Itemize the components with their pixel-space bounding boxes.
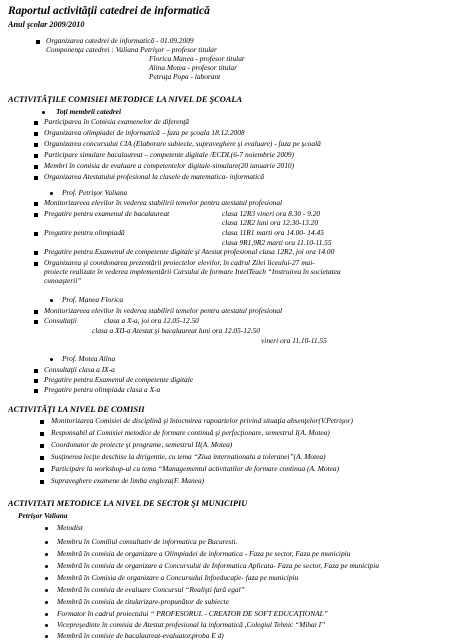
list-item: Participare simulare bacalaureat – competente digitale /ECDL(6-7 noiembrie 2009) <box>44 150 295 159</box>
bullet-square-icon <box>40 444 44 448</box>
intro-line: Alina Motea - profesor titular <box>149 63 237 72</box>
bullet-square-icon <box>34 251 38 255</box>
intro-line: Petruţa Popa - laborant <box>149 72 221 81</box>
list-item: Participarea în Comisia examenelor de diferenţă <box>44 117 189 126</box>
bullet-dot-icon <box>50 299 53 302</box>
intro-line: Organizarea catedrei de informatică - 01.09.2009 <box>46 36 194 45</box>
bullet-square-icon <box>34 121 38 125</box>
schedule-entry: clasa 9R1,9R2 marti ora 11.10-11.55 <box>222 238 332 247</box>
intro-line: Florica Manea - profesor titular <box>149 54 245 63</box>
schedule-entry: vineri ora 11.10-11.55 <box>261 336 327 345</box>
bullet-square-icon <box>40 456 44 460</box>
list-item: Pregatire pentru Examenul de competente digitale <box>44 375 194 384</box>
list-item: Metodist <box>57 523 83 532</box>
list-item: Coordonator de proiecte şi programe, semestrul II(A. Motea) <box>51 440 233 449</box>
schedule-entry: clasa 12R2 luni ora 12.30-13.20 <box>222 218 319 227</box>
list-item: Organizarea Atestatului profesional la clasele de matematica- informatică <box>44 172 265 181</box>
section-heading: ACTIVITĂŢILE COMISIEI METODICE LA NIVEL DE ŞCOALA <box>8 95 243 104</box>
bullet-dot-icon <box>45 553 48 556</box>
bullet-square-icon <box>34 379 38 383</box>
list-item-continued: cunoaşterii” <box>44 276 82 285</box>
list-item: Monitorizareea elevilor în vederea stabilirii temelor pentru atestatul profesional <box>44 306 283 315</box>
professor-name <box>62 295 123 304</box>
bullet-square-icon <box>34 262 38 266</box>
bullet-dot-icon <box>50 358 53 361</box>
section-subheading: Petrişor Valiana <box>18 511 68 520</box>
list-item: Participare la workshop-ul cu tema “Managementul activitatilor de formare continua (A. Motea) <box>51 464 340 473</box>
list-item: Vicepreşedinte în comisia de Atestat profesional la informatică ,Colegiul Tehnic “Mihai I” <box>57 620 326 629</box>
bullet-square-icon <box>34 369 38 373</box>
bullet-dot-icon <box>45 541 48 544</box>
professor-name-text: Prof. Motea Alina <box>62 354 116 363</box>
list-item: Membri în comisia de evaluare a competentelor digitale-simulare(20 ianuarie 2010) <box>44 161 295 170</box>
bullet-square-icon <box>34 310 38 314</box>
bullet-square-icon <box>34 320 38 324</box>
bullet-dot-icon <box>50 192 53 195</box>
list-item: Organizarea şi coordonarea prezentării proiectelor elevilor, în cadrul Zilei liceului-27 mai- <box>44 258 315 267</box>
list-item: Responsabil al Comisiei metodice de formare continuă şi perfecţionare, semestrul I(A. Motea) <box>51 428 330 437</box>
schedule-entry: clasa a X-a, joi ora 12.05-12.50 <box>104 316 199 325</box>
list-item: Organizarea olimpiadei de informatică – faza pe şcoala 18.12.2008 <box>44 128 245 137</box>
bullet-dot-icon <box>45 624 48 627</box>
list-item: Membră în comisia de organizare a Concursului de Informatica Aplicata- Faza pe sector, Faza pe municipiu <box>57 561 380 570</box>
bullet-square-icon <box>34 232 38 236</box>
list-item: Supraveghere examene de limba engleza(F. Manea) <box>51 476 205 485</box>
list-item: Monitorizarea Comisiei de disciplină şi întocmirea rapoartelor privind situaţia absenţelor(V.Petrişor) <box>51 416 353 425</box>
bullet-dot-icon <box>45 589 48 592</box>
section-subheading: Toţi membrii catedrei <box>56 107 122 116</box>
list-item: Consultaţii clasa a IX-a <box>44 365 115 374</box>
list-item: Susţinerea lecţie deschise la dirigentie, cu tema “Ziua internationala a toleranei”(A. Motea) <box>51 452 326 461</box>
bullet-square-icon <box>34 176 38 180</box>
bullet-square-icon <box>40 420 44 424</box>
list-item: Monitorizareea elevilor în vederea stabilirii temelor pentru atestatul profesional <box>44 198 283 207</box>
schedule-entry: clasa 12R3 vineri ora 8.30 - 9.20 <box>222 209 321 218</box>
bullet-dot-icon <box>45 527 48 530</box>
list-item: Membru în Comiliul consultativ de informatica pe Bucuresti. <box>57 537 238 546</box>
bullet-square-icon <box>34 213 38 217</box>
bullet-square-icon <box>34 132 38 136</box>
professor-name-text: Prof. Manea Florica <box>62 295 124 304</box>
list-item: Pregatire pentru examenul de bacalaureat <box>44 209 170 218</box>
schedule-entry: clasa 11R1 marti ora 14.00- 14.45 <box>222 228 324 237</box>
schedule-entry: clasa a XII-a Atestat şi bacalaureat luni ora 12.05-12.50 <box>92 326 260 335</box>
section-heading: ACTIVITĂŢI LA NIVEL DE COMISII <box>8 405 145 414</box>
list-item: Organizarea concursului CIA (Elaborare subiecte, supraveghere şi evaluare) - faza pe şcoală <box>44 139 321 148</box>
list-item: Consultaţii <box>44 316 77 325</box>
list-item: Membră în Comisia de organizare a Concursului Infoeducaţie- faza pe municipiu <box>57 573 299 582</box>
bullet-square-icon <box>40 432 44 436</box>
bullet-square-icon <box>34 154 38 158</box>
list-item-continued: proiecte realizate în vederea implementării Cursului de formare IntelTeach “Instruirea în societatea <box>44 267 341 276</box>
professor-name <box>62 354 115 363</box>
bullet-dot-icon <box>45 613 48 616</box>
list-item: Membră în comisia de organizare a Olimpiadei de informatica - Faza pe sector, Faza pe municipiu <box>57 549 351 558</box>
bullet-square-icon <box>40 468 44 472</box>
bullet-dot-icon <box>45 577 48 580</box>
list-item: Membră în comisia de titularizare-propunător de subiecte <box>57 597 229 606</box>
list-item: Membră în comisie de bacalaureat-evaluator,proba E d) <box>57 631 224 640</box>
professor-name <box>62 188 127 197</box>
bullet-dot-icon <box>45 565 48 568</box>
bullet-square-icon <box>34 389 38 393</box>
bullet-square-icon <box>34 202 38 206</box>
bullet-square-icon <box>34 143 38 147</box>
list-item: Pregatire pentru olimpiadă <box>44 228 125 237</box>
bullet-square-icon <box>40 480 44 484</box>
bullet-dot-icon <box>45 635 48 638</box>
page-subtitle: Anul şcolar 2009/2010 <box>8 20 85 29</box>
list-item: Pregatire pentru Examenul de competente digitale şi Atestat profesional clasa 12R2, joi ora 14.00 <box>44 247 335 256</box>
bullet-square-icon <box>34 165 38 169</box>
intro-line: Componenţa catedrei : Valiana Petrişor – profesor titular <box>46 45 217 54</box>
bullet-dot-icon <box>42 111 45 114</box>
professor-name-text: Prof. Petrişor Valiana <box>62 188 128 197</box>
bullet-dot-icon <box>45 601 48 604</box>
list-item: Formator în cadrul proiectului “ PROFESORUL - CREATOR DE SOFT EDUCAŢIONAL” <box>57 609 328 618</box>
bullet-square-icon <box>36 40 40 44</box>
page-title: Raportul activităţii catedrei de informatică <box>8 5 210 17</box>
list-item: Pregatire pentru olimpiada clasa a X-a <box>44 385 161 394</box>
section-heading: ACTIVITATI METODICE LA NIVEL DE SECTOR ŞI MUNICIPIU <box>8 499 248 508</box>
list-item: Membră în comisia de evaluare Concursul “Realişti fară egal” <box>57 585 245 594</box>
